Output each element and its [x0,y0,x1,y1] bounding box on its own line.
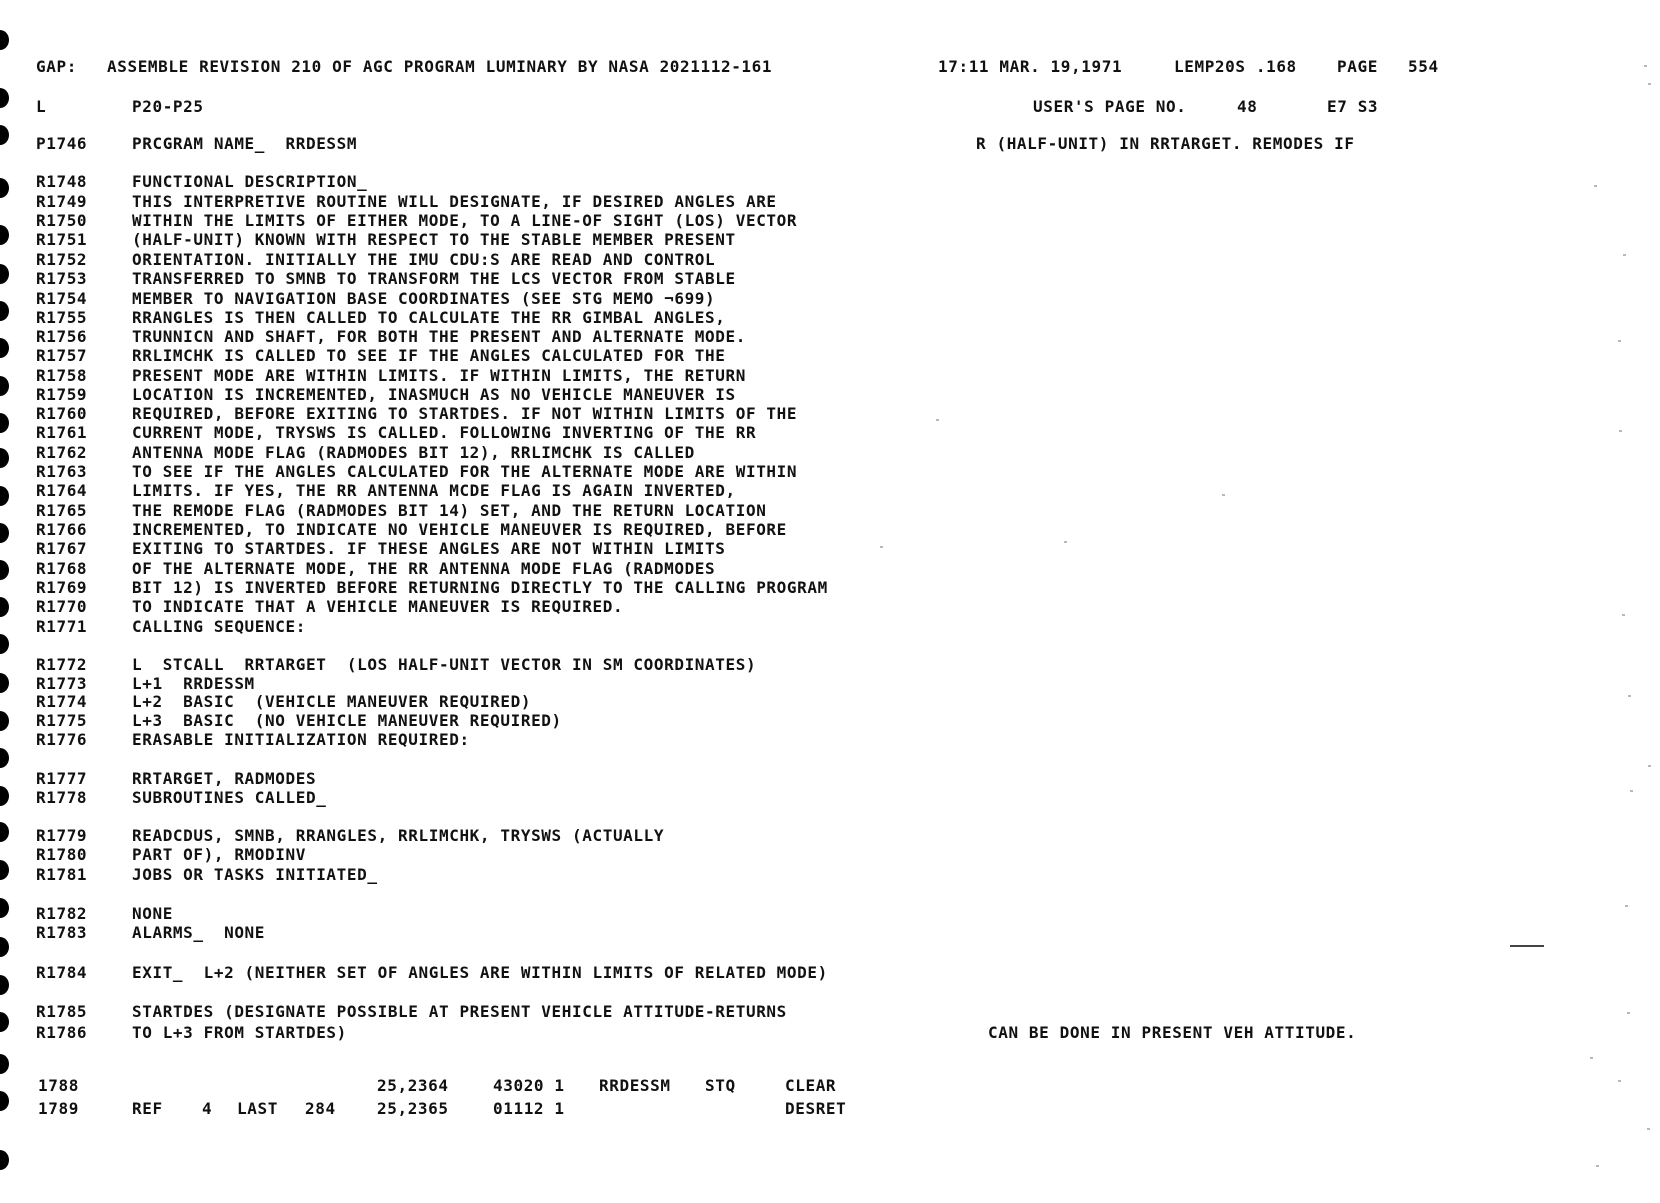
line-text: EXIT_ L+2 (NEITHER SET OF ANGLES ARE WITHIN LIMITS OF RELATED MODE) [132,963,828,982]
line-id: R1750 [36,211,88,230]
listing-line [0,289,1660,309]
line-text: L+2 BASIC (VEHICLE MANEUVER REQUIRED) [132,692,532,711]
code-line [0,1099,1660,1119]
line-text: RRLIMCHK IS CALLED TO SEE IF THE ANGLES CALCULATED FOR THE [132,346,726,365]
listing-line [0,674,1660,694]
line-text: ORIENTATION. INITIALLY THE IMU CDU:S ARE READ AND CONTROL [132,250,716,269]
listing-line [0,769,1660,789]
line-id: R1767 [36,539,88,558]
listing-line [0,923,1660,943]
line-id: R1764 [36,481,88,500]
punch-hole [0,1150,9,1170]
octal-word: 01112 1 [493,1099,565,1118]
line-id: R1780 [36,845,88,864]
listing-line [0,269,1660,289]
line-text: PART OF), RMODINV [132,845,306,864]
line-id: R1748 [36,172,88,191]
line-id: R1762 [36,443,88,462]
line-id: R1765 [36,501,88,520]
line-id: R1752 [36,250,88,269]
line-id: R1771 [36,617,88,636]
listing-line [0,904,1660,924]
listing-line [0,327,1660,347]
address: 25,2364 [377,1076,449,1095]
page-number: 554 [1408,57,1439,76]
line-id: R1777 [36,769,88,788]
scan-speck [1648,83,1651,85]
line-id: R1760 [36,404,88,423]
line-id: R1784 [36,963,88,982]
listing-line [0,655,1660,675]
scan-speck [1622,614,1625,616]
line-text: INCREMENTED, TO INDICATE NO VEHICLE MANEUVER IS REQUIRED, BEFORE [132,520,787,539]
code-line-number: 1788 [38,1076,79,1095]
listing-line [0,692,1660,712]
line-text: FUNCTIONAL DESCRIPTION_ [132,172,368,191]
line-id: R1756 [36,327,88,346]
line-id: R1753 [36,269,88,288]
punch-hole [0,634,9,654]
line-text: REQUIRED, BEFORE EXITING TO STARTDES. IF NOT WITHIN LIMITS OF THE [132,404,798,423]
line-text: TO SEE IF THE ANGLES CALCULATED FOR THE ALTERNATE MODE ARE WITHIN [132,462,798,481]
line-text: ALARMS_ NONE [132,923,266,942]
line-id: R1781 [36,865,88,884]
listing-line [0,346,1660,366]
scan-speck [1630,790,1633,792]
listing-line [0,230,1660,250]
page-header [0,57,1660,77]
line-text: MEMBER TO NAVIGATION BASE COORDINATES (SEE STG MEMO ¬699) [132,289,716,308]
timestamp: 17:11 MAR. 19,1971 [938,57,1123,76]
listing-line [0,1023,1660,1043]
line-text: L+1 RRDESSM [132,674,255,693]
line-id: R1774 [36,692,88,711]
code-label: RRDESSM [599,1076,671,1095]
listing-line [0,788,1660,808]
line-id: R1773 [36,674,88,693]
line-id: R1770 [36,597,88,616]
listing-line [0,826,1660,846]
line-id: R1757 [36,346,88,365]
line-id: R1754 [36,289,88,308]
page-label: PAGE [1337,57,1378,76]
line-text: THIS INTERPRETIVE ROUTINE WILL DESIGNATE, IF DESIRED ANGLES ARE [132,192,777,211]
line-text: TO L+3 FROM STARTDES) [132,1023,347,1042]
ref-count: 4 [202,1099,213,1118]
listing-line [0,481,1660,501]
listing-line [0,423,1660,443]
line-text: OF THE ALTERNATE MODE, THE RR ANTENNA MODE FLAG (RADMODES [132,559,716,578]
punch-hole [0,1054,9,1074]
line-text: CALLING SEQUENCE: [132,617,306,636]
listing-line [0,366,1660,386]
gap-label: GAP: [36,57,77,76]
line-text: BIT 12) IS INVERTED BEFORE RETURNING DIRECTLY TO THE CALLING PROGRAM [132,578,828,597]
line-id: R1751 [36,230,88,249]
listing-line [0,1002,1660,1022]
line-id: R1778 [36,788,88,807]
ref-label: REF [132,1099,163,1118]
line-text: READCDUS, SMNB, RRANGLES, RRLIMCHK, TRYSWS (ACTUALLY [132,826,665,845]
line-id: R1785 [36,1002,88,1021]
right-margin-text: CAN BE DONE IN PRESENT VEH ATTITUDE. [988,1023,1357,1042]
line-id: R1763 [36,462,88,481]
line-text: TO INDICATE THAT A VEHICLE MANEUVER IS REQUIRED. [132,597,624,616]
scan-speck [1618,1080,1621,1082]
scan-speck [1623,254,1626,256]
listing-line [0,578,1660,598]
users-page-label: USER'S PAGE NO. [1033,97,1187,116]
octal-word: 43020 1 [493,1076,565,1095]
operand: DESRET [785,1099,847,1118]
listing-line [0,250,1660,270]
line-id: R1755 [36,308,88,327]
line-id: P1746 [36,134,88,153]
line-text: STARTDES (DESIGNATE POSSIBLE AT PRESENT VEHICLE ATTITUDE-RETURNS [132,1002,787,1021]
line-id: R1758 [36,366,88,385]
listing-line [0,462,1660,482]
line-text: PRCGRAM NAME_ RRDESSM [132,134,358,153]
scan-speck [1619,430,1622,432]
scan-speck [880,546,883,548]
line-text: TRANSFERRED TO SMNB TO TRANSFORM THE LCS VECTOR FROM STABLE [132,269,736,288]
code-line [0,1076,1660,1096]
assemble-text: ASSEMBLE REVISION 210 OF AGC PROGRAM LUMINARY BY NASA 2021112-161 [107,57,773,76]
listing-line [0,963,1660,983]
scan-speck [1064,541,1067,543]
scan-speck [936,419,939,421]
listing-line [0,520,1660,540]
line-id: R1769 [36,578,88,597]
line-id: R1766 [36,520,88,539]
scan-speck [1648,765,1651,767]
listing-line [0,559,1660,579]
line-text: PRESENT MODE ARE WITHIN LIMITS. IF WITHIN LIMITS, THE RETURN [132,366,746,385]
section-label: P20-P25 [132,97,204,116]
op-code: STQ [705,1076,736,1095]
scan-speck [1618,340,1621,342]
line-text: ERASABLE INITIALIZATION REQUIRED: [132,730,470,749]
listing-line [0,172,1660,192]
listing-line [0,539,1660,559]
scan-dash [1510,945,1544,947]
listing-line [0,308,1660,328]
listing-line [0,134,1660,154]
last-label: LAST [237,1099,278,1118]
scan-speck [1594,185,1597,187]
punch-hole [0,30,9,50]
line-text: WITHIN THE LIMITS OF EITHER MODE, TO A LINE-OF SIGHT (LOS) VECTOR [132,211,798,230]
line-id: R1749 [36,192,88,211]
line-text: L+3 BASIC (NO VEHICLE MANEUVER REQUIRED) [132,711,562,730]
line-text: JOBS OR TASKS INITIATED_ [132,865,378,884]
line-id: R1776 [36,730,88,749]
listing-line [0,845,1660,865]
listing-line [0,501,1660,521]
listing-line [0,597,1660,617]
line-id: R1775 [36,711,88,730]
line-id: R1761 [36,423,88,442]
line-id: R1759 [36,385,88,404]
run-id: LEMP20S .168 [1174,57,1297,76]
line-text: THE REMODE FLAG (RADMODES BIT 14) SET, AND THE RETURN LOCATION [132,501,767,520]
address: 25,2365 [377,1099,449,1118]
line-text: CURRENT MODE, TRYSWS IS CALLED. FOLLOWING INVERTING OF THE RR [132,423,757,442]
line-id: R1772 [36,655,88,674]
line-text: RRTARGET, RADMODES [132,769,317,788]
listing-line [0,711,1660,731]
scan-speck [1222,494,1225,496]
scan-speck [1627,1012,1630,1014]
line-id: R1768 [36,559,88,578]
scan-speck [1625,905,1628,907]
line-text: NONE [132,904,173,923]
line-text: TRUNNICN AND SHAFT, FOR BOTH THE PRESENT AND ALTERNATE MODE. [132,327,746,346]
scan-speck [1590,1057,1593,1059]
sub-header [0,97,1660,117]
scan-speck [1647,1128,1650,1130]
line-id: R1783 [36,923,88,942]
scan-speck [1628,695,1631,697]
line-text: ANTENNA MODE FLAG (RADMODES BIT 12), RRLIMCHK IS CALLED [132,443,695,462]
line-text: SUBROUTINES CALLED_ [132,788,327,807]
line-text: RRANGLES IS THEN CALLED TO CALCULATE THE RR GIMBAL ANGLES, [132,308,726,327]
listing-line [0,404,1660,424]
scan-speck [1644,65,1647,67]
section-code: E7 S3 [1327,97,1379,116]
line-text: LOCATION IS INCREMENTED, INASMUCH AS NO VEHICLE MANEUVER IS [132,385,736,404]
scan-speck [1596,1165,1599,1167]
line-text: (HALF-UNIT) KNOWN WITH RESPECT TO THE STABLE MEMBER PRESENT [132,230,736,249]
listing-line [0,617,1660,637]
line-text: LIMITS. IF YES, THE RR ANTENNA MCDE FLAG IS AGAIN INVERTED, [132,481,736,500]
listing-line [0,385,1660,405]
listing-line [0,865,1660,885]
line-id: R1782 [36,904,88,923]
line-text: EXITING TO STARTDES. IF THESE ANGLES ARE NOT WITHIN LIMITS [132,539,726,558]
line-id: R1786 [36,1023,88,1042]
listing-line [0,192,1660,212]
right-margin-text: R (HALF-UNIT) IN RRTARGET. REMODES IF [976,134,1355,153]
line-text: L STCALL RRTARGET (LOS HALF-UNIT VECTOR IN SM COORDINATES) [132,655,757,674]
last-value: 284 [305,1099,336,1118]
punch-hole [0,748,9,768]
code-line-number: 1789 [38,1099,79,1118]
users-page-number: 48 [1237,97,1258,116]
line-id: R1779 [36,826,88,845]
listing-line [0,443,1660,463]
listing-line [0,211,1660,231]
listing-line [0,730,1660,750]
operand: CLEAR [785,1076,837,1095]
type-code: L [36,97,47,116]
